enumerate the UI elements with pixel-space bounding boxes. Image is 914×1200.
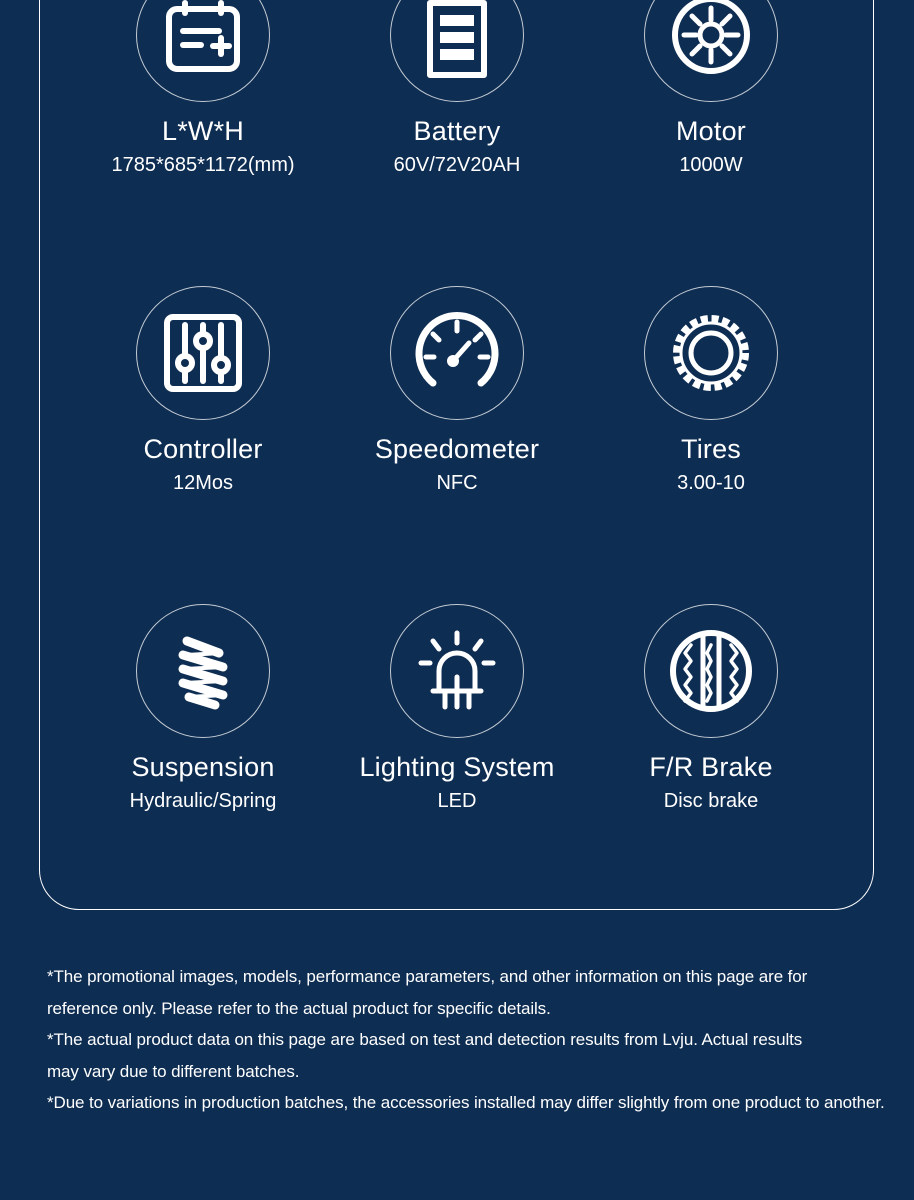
spec-value: 1785*685*1172(mm) [111,154,295,176]
disclaimer-line: *Due to variations in production batches, the accessories installed may differ slightly from one product to another. [47,1093,885,1112]
spec-title: Suspension [131,752,275,782]
spec-title: Battery [413,116,501,146]
disclaimer-line: *The actual product data on this page are based on test and detection results from Lvju. Actual results [47,1030,803,1049]
spec-value: NFC [436,472,478,494]
spec-title: Controller [143,434,263,464]
spec-value: Hydraulic/Spring [129,790,277,812]
light-icon [390,604,524,738]
spec-value: 12Mos [172,472,234,494]
tire-icon [644,286,778,420]
controller-sliders-icon [136,286,270,420]
spec-title: F/R Brake [649,752,773,782]
spec-title: L*W*H [161,116,244,146]
spec-title: Speedometer [374,434,540,464]
speedometer-icon [390,286,524,420]
disc-brake-icon [644,604,778,738]
spec-value: 60V/72V20AH [393,154,521,176]
spec-title: Tires [681,434,741,464]
spec-value: LED [437,790,477,812]
spec-value: 1000W [679,154,743,176]
spring-icon [136,604,270,738]
spec-value: Disc brake [663,790,759,812]
spec-title: Lighting System [359,752,555,782]
disclaimer-line: *The promotional images, models, performance parameters, and other information on this page are for [47,967,808,986]
disclaimer-line: reference only. Please refer to the actual product for specific details. [47,998,551,1018]
disclaimer [47,961,907,1119]
spec-value: 3.00-10 [677,472,745,494]
disclaimer-line: may vary due to different batches. [47,1061,300,1081]
spec-title: Motor [675,116,747,146]
